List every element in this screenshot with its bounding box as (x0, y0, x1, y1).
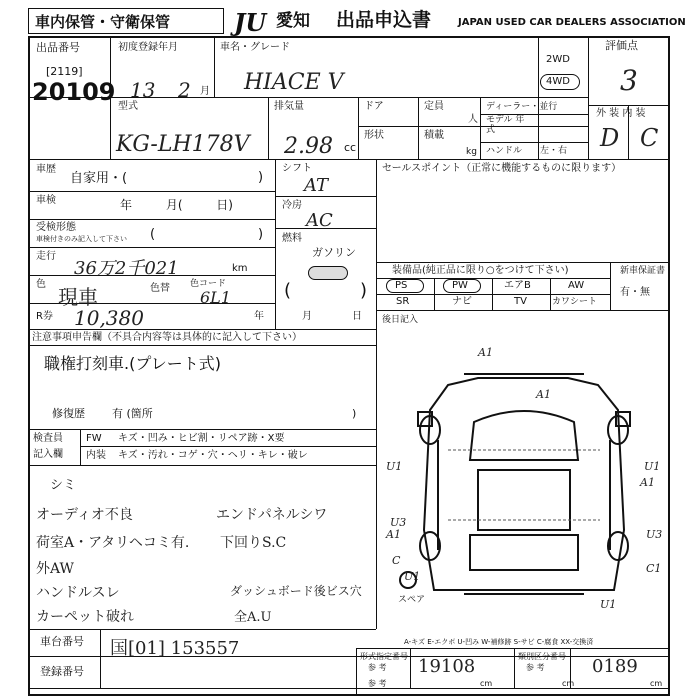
r-label: R券 (36, 311, 53, 322)
storage-label: 車内保管・守衛保管 (35, 13, 171, 31)
repair-value: 有 (箇所 (112, 407, 153, 420)
mark-12: U1 (600, 598, 617, 611)
equip-sr: SR (396, 296, 410, 307)
lot-label: 出品番号 (36, 41, 80, 54)
fuel-circle (308, 266, 348, 280)
mileage-value: 36万2千021 (74, 258, 179, 279)
inspector-note-r4: 全A.U (234, 610, 272, 625)
spec-label: 形式指定番号 (360, 652, 408, 661)
interior-label: 内装 (86, 450, 106, 461)
ext-int-label: 外 装 内 装 (596, 108, 646, 119)
storage-label-box (28, 8, 224, 34)
model-year-label: モデル 年式 (486, 115, 525, 135)
inspector-note-r1: エンドパネルシワ (216, 507, 328, 523)
type-label: 型式 (118, 101, 138, 112)
r-year: 年 (254, 311, 264, 322)
mileage-unit: km (232, 263, 248, 274)
fw-label: FW (86, 433, 102, 444)
dim-label: 参 考 (368, 679, 387, 688)
damage-legend: A-キズ E-エクボ U-凹み W-補修跡 S-サビ C-腐食 XX-交換済 (404, 638, 594, 646)
color-code-label: 色コード (190, 279, 227, 289)
lot-number: 20109 (32, 78, 116, 106)
drive-4wd: 4WD (546, 76, 570, 87)
equipment-title: 装備品(純正品に限り○をつけて下さい) (392, 265, 569, 276)
inspector-note-4: 外AW (36, 561, 74, 577)
inspector-note-r3: ダッシュボード後ビス穴 (230, 584, 362, 598)
receipt-sub: 車検付きのみ記入して下さい (36, 235, 127, 243)
inspector-note-5: ハンドルスレ (36, 585, 120, 601)
score-value: 3 (620, 64, 638, 97)
org-name: 愛知 (276, 11, 310, 31)
association-name: JAPAN USED CAR DEALERS ASSOCIATION (458, 17, 686, 28)
aircon-label: 冷房 (282, 200, 302, 211)
disp-value: 2.98 (284, 134, 333, 159)
equip-pw-circle (443, 279, 481, 293)
name-value: HIACE V (244, 70, 344, 95)
mileage-label: 走行 (36, 251, 56, 262)
spec-value: 19108 (418, 656, 476, 677)
equip-tv: TV (514, 296, 527, 307)
mark-9: C (392, 554, 401, 567)
reg-month: 2 (178, 78, 191, 102)
interior-items: キズ・汚れ・コゲ・穴・ヘリ・キレ・破レ (118, 450, 308, 461)
handle-label: ハンドル (486, 146, 523, 156)
mark-2: A1 (536, 388, 551, 401)
equip-airbag: エアB (504, 280, 531, 291)
color-change-label: 色替 (150, 283, 170, 294)
inspector-note-6: カーペット破れ (36, 609, 134, 625)
equip-seat: カワシート (552, 297, 598, 307)
fuel-paren-open: ( (284, 280, 292, 301)
mark-10: U1 (404, 570, 421, 583)
fuel-label: 燃料 (282, 233, 302, 244)
vehicle-diagram (378, 330, 670, 630)
notes-body: 職権打刻車.(プレート式) (44, 354, 221, 373)
seats-unit: 人 (468, 114, 478, 125)
disp-unit: cc (344, 141, 357, 154)
color-label: 色 (36, 279, 46, 290)
handle-value: 左・右 (540, 146, 568, 156)
mark-6: U3 (390, 516, 407, 529)
color-code-value: 6L1 (200, 288, 231, 307)
form-title: 出品申込書 (336, 9, 432, 31)
spec-sub: 参 考 (368, 663, 387, 672)
inspector-label: 検査員 (33, 433, 63, 444)
color-value: 現車 (58, 285, 98, 309)
dim-unit-2: cm (562, 679, 575, 688)
mark-4: U1 (644, 460, 661, 473)
reg-year: 13 (130, 78, 156, 102)
inspection-label: 車検 (36, 195, 56, 206)
inspection-value: 年 月( 日) (120, 198, 233, 212)
mark-3: U1 (386, 460, 403, 473)
fuel-value: ガソリン (312, 246, 356, 259)
receipt-bracket: ( (150, 227, 156, 242)
mark-1: A1 (478, 346, 493, 359)
door-label: ドア (364, 101, 384, 112)
mark-7: A1 (386, 528, 401, 541)
reg-label: 初度登録年月 (118, 42, 178, 53)
equip-ps-circle (386, 279, 424, 293)
inspector-note-2: オーディオ不良 (36, 507, 133, 523)
receipt-bracket-close: ) (258, 227, 264, 242)
shape-label: 形状 (364, 130, 384, 141)
mark-5: A1 (640, 476, 655, 489)
int-grade: C (640, 124, 659, 152)
drive-2wd: 2WD (546, 54, 570, 65)
dim-unit-3: cm (650, 679, 663, 688)
spare-label: スペア (398, 595, 426, 605)
reg-number-label: 登録番号 (40, 665, 84, 678)
receipt-label: 受検形態 (36, 222, 76, 233)
chassis-label: 車台番号 (40, 635, 84, 648)
hist-label: 車歴 (36, 164, 56, 175)
dim-unit-1: cm (480, 679, 493, 688)
inspector-note-r2: 下回りS.C (220, 535, 287, 551)
load-label: 積載 (424, 130, 444, 141)
disp-label: 排気量 (274, 101, 304, 112)
shift-value: AT (304, 175, 329, 196)
equip-pw: PW (452, 280, 468, 291)
mark-11: C1 (646, 562, 662, 575)
load-unit: kg (466, 147, 477, 157)
logo-text: JU (234, 8, 267, 37)
chassis-value: 国[01] 153557 (110, 638, 240, 659)
ju-logo (234, 8, 266, 37)
equip-ps: PS (395, 280, 408, 291)
equip-aw: AW (568, 280, 585, 291)
notes-title: 注意事項申告欄（不具合内容等は具体的に記入して下さい） (32, 332, 302, 343)
fw-items: キズ・凹み・ヒビ割・リペア跡・X要 (118, 433, 285, 444)
r-day: 日 (352, 311, 362, 322)
name-label: 車名・グレード (220, 42, 290, 53)
repair-label: 修復歴 (52, 407, 85, 420)
inspector-note-1: シミ (50, 478, 77, 493)
class-label: 類別区分番号 (518, 652, 566, 661)
r-month: 月 (302, 311, 312, 322)
shift-label: シフト (282, 163, 312, 174)
inspector-note-3: 荷室A・アタリヘコミ有. (36, 535, 190, 551)
lot-small: [2119] (46, 65, 83, 78)
score-label: 評価点 (605, 39, 638, 52)
entry-label: 記入欄 (33, 449, 63, 460)
class-sub: 参 考 (526, 663, 545, 672)
aircon-value: AC (306, 210, 333, 231)
hist-close: ) (258, 170, 264, 185)
equip-navi: ナビ (452, 296, 472, 307)
type-value: KG-LH178V (116, 132, 250, 157)
hist-value: 自家用・( (70, 171, 128, 186)
fuel-paren-close: ) (360, 280, 368, 301)
seats-label: 定員 (424, 101, 444, 112)
selling-points-title: セールスポイント（正常に機能するものに限ります） (382, 163, 622, 174)
dealer-label: ディーラー・並行 (486, 102, 558, 112)
month-unit: 月 (200, 86, 210, 97)
warranty-value: 有・無 (620, 287, 650, 298)
mark-8: U3 (646, 528, 663, 541)
class-value: 0189 (592, 656, 638, 677)
repair-close: ) (352, 407, 357, 420)
warranty-label: 新車保証書 (620, 266, 666, 276)
r-value: 10,380 (74, 306, 144, 330)
after-label: 後日記入 (382, 315, 419, 325)
ext-grade: D (600, 124, 620, 152)
